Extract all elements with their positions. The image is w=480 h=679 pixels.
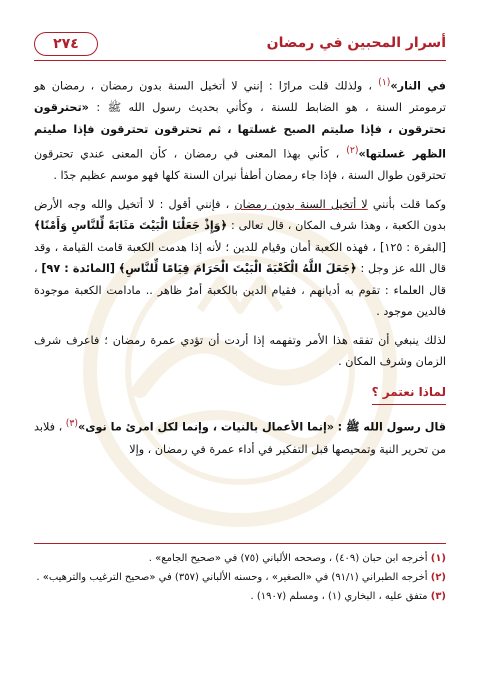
p2-text: ، فإنني أقول : لا أتخيل والله وجه الأرض بدون الكعبة ، وهذا شرف المكان ، قال تعالى : bbox=[34, 197, 446, 233]
p2-start: وكما قلت بأنني bbox=[372, 197, 447, 211]
footnote-divider bbox=[34, 543, 446, 544]
footnote-number: (١) bbox=[430, 553, 446, 564]
footnote-text: متفق عليه ، البخاري (١) ، ومسلم (١٩٠٧) . bbox=[250, 591, 428, 602]
paragraph-3: لذلك ينبغي أن تفقه هذا الأمر وتفهمه إذا أردت أن تؤدي عمرة رمضان ؛ فاعرف شرف الزمان وشرف المكان . bbox=[34, 333, 446, 369]
page-body bbox=[34, 72, 446, 467]
quran-verse-1: ﴿وَإِذْ جَعَلْنَا الْبَيْتَ مَثَابَةً لِّلنَّاسِ وَأَمْنًا﴾ bbox=[34, 219, 228, 233]
p1-text-end: ، كأني بهذا المعنى في رمضان ، كأن المعنى عندي تحترقون تحترقون طوال السنة ، فإذا جاء رمضان أطفأ نيران السنة كلها فهو موسم عظيم جدًا . bbox=[34, 147, 446, 183]
p1-quote-close: » bbox=[390, 79, 398, 93]
footnote-ref-2: (٢) bbox=[346, 145, 359, 157]
p1-text: ، ولذلك قلت مرارًا : إنني لا أتخيل السنة بدون رمضان ، رمضان هو ترمومتر السنة ، هو الضابط للسنة ، وكأني بحديث رسول الله ﷺ : bbox=[34, 79, 446, 115]
footnote-2 bbox=[34, 568, 446, 587]
p1-start: في النار bbox=[397, 79, 446, 93]
paragraph-1 bbox=[34, 72, 446, 187]
p2-text-3: ، قال العلماء : تقوم به أديانهم ، فقيام الدين بالكعبة أمرٌ ظاهر .. مادامت الكعبة موجودة فالدين موجود . bbox=[34, 262, 446, 319]
book-title: أسرار المحبين في رمضان bbox=[266, 35, 446, 51]
page-number: ٢٧٤ bbox=[34, 32, 98, 56]
header-divider bbox=[34, 60, 446, 61]
p4-start: قال رسول الله ﷺ : bbox=[337, 421, 446, 435]
p4-hadith: «إنما الأعمال بالنيات ، وإنما لكل امرئ ما نوى» bbox=[78, 421, 335, 435]
page-header bbox=[34, 32, 446, 58]
footnote-number: (٢) bbox=[430, 572, 446, 583]
footnote-ref-3: (٣) bbox=[65, 418, 79, 430]
quran-verse-1-ref: [البقرة : ١٢٥] bbox=[379, 240, 446, 254]
p2-text-2: ، فهذه الكعبة أمان وقيام للدين ؛ لأنه إذا هدمت الكعبة قامت القيامة ، وقد قال الله عز وجل : bbox=[34, 240, 446, 276]
p2-underlined-phrase: لا أتخيل السنة بدون رمضان bbox=[234, 197, 368, 211]
quran-verse-2-ref: [المائدة : ٩٧] bbox=[41, 262, 115, 276]
footnotes bbox=[34, 549, 446, 606]
footnote-3 bbox=[34, 587, 446, 606]
paragraph-4 bbox=[34, 413, 446, 460]
quran-verse-2: ﴿جَعَلَ اللَّهُ الْكَعْبَةَ الْبَيْتَ الْحَرَامَ قِيَامًا لِّلنَّاسِ﴾ bbox=[118, 262, 357, 276]
footnote-1 bbox=[34, 549, 446, 568]
paragraph-2 bbox=[34, 194, 446, 323]
footnote-text: أخرجه الطبراني (٩١/١) في «الصغير» ، وحسنه الألباني (٣٥٧) في «صحيح الترغيب والترهيب» . bbox=[36, 572, 428, 583]
footnote-text: أخرجه ابن حبان (٤٠٩) ، وصححه الألباني (٧٥) في «صحيح الجامع» . bbox=[148, 553, 428, 564]
footnote-number: (٣) bbox=[430, 591, 446, 602]
section-heading: لماذا نعتمر ؟ bbox=[372, 382, 446, 406]
p1-hadith: «تحترقون تحترقون ، فإذا صليتم الصبح غسلتها ، ثم تحترقون تحترقون فإذا صليتم الظهر غسلتها» bbox=[34, 101, 446, 161]
footnote-ref-1: (١) bbox=[378, 77, 391, 88]
p4-text: ، فلابد من تحرير النية وتمحيصها قبل التفكير في أداء عمرة في رمضان ، وإلا bbox=[34, 421, 446, 456]
